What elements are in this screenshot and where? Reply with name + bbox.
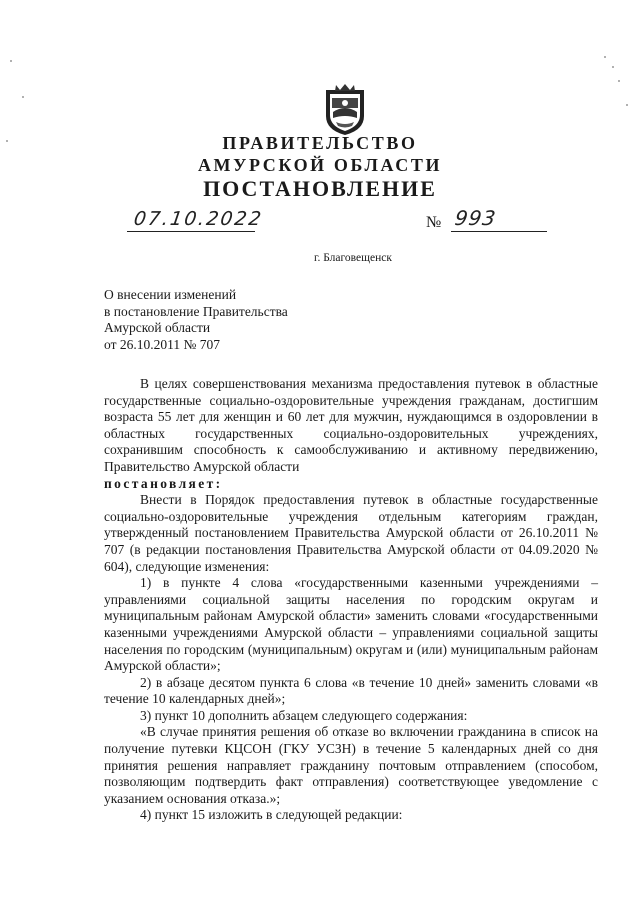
coat-of-arms-emblem <box>322 82 368 136</box>
document-subject <box>104 287 288 353</box>
decree-word-paragraph <box>104 476 598 493</box>
decree-word: постановляет: <box>104 475 223 491</box>
city-name: г. Благовещенск <box>314 252 392 264</box>
government-line-2: АМУРСКОЙ ОБЛАСТИ <box>197 155 443 175</box>
document-body <box>104 376 598 824</box>
amendment-item-1: 1) в пункте 4 слова «государственными казенными учреждениями – управлениями социальной защиты населения по городским округам и муниципальным районам Амурской области» заменить словами «государственными казенными учреждениями Амурской области – управлениями социальной защиты населения по городским (муниципальным) округам и (или) муниципальным районам Амурской области»; <box>104 575 598 674</box>
decree-number: 993 <box>453 206 498 230</box>
subject-line-3: Амурской области <box>104 320 211 335</box>
date-underline <box>127 231 255 232</box>
scan-speck <box>612 66 614 68</box>
subject-line-2: в постановление Правительства <box>104 303 288 319</box>
scan-speck <box>618 80 620 82</box>
amendment-item-3-quote: «В случае принятия решения об отказе во включении гражданина в список на получение путевки КЦСОН (ГКУ УСЗН) в течение 5 календарных дней со дня принятия решения направляет гражданину почтовым отправлением (способом, позволяющим подтвердить факт отправления) соответствующее уведомление с указанием основания отказа.»; <box>104 724 598 806</box>
scan-speck <box>10 60 12 62</box>
document-type-title: ПОСТАНОВЛЕНИЕ <box>203 176 437 201</box>
number-underline <box>451 231 547 232</box>
decree-date: 07.10.2022 <box>132 208 265 230</box>
number-label: № <box>426 214 442 231</box>
scan-speck <box>22 96 24 98</box>
government-line-1: ПРАВИТЕЛЬСТВО <box>222 133 418 153</box>
subject-line-1: О внесении изменений <box>104 287 237 302</box>
scan-speck <box>604 56 606 58</box>
amendment-item-3: 3) пункт 10 дополнить абзацем следующего содержания: <box>140 707 468 723</box>
scan-speck <box>6 140 8 142</box>
subject-line-4: от 26.10.2011 № 707 <box>104 336 220 352</box>
amendment-item-4: 4) пункт 15 изложить в следующей редакции: <box>140 807 403 823</box>
government-title <box>0 132 640 176</box>
scan-speck <box>626 104 628 106</box>
preamble-paragraph: В целях совершенствования механизма предоставления путевок в областные государственные социально-оздоровительные учреждения гражданам, достигшим возраста 55 лет для женщин и 60 лет для мужчин, нуждающимся в оздоровлении в областных государственных социально-оздоровительных учреждениях, сохранившим способность к самообслуживанию и активному передвижению, Правительство Амурской области <box>104 376 598 474</box>
intro-paragraph: Внести в Порядок предоставления путевок в областные государственные социально-оздоровительные учреждения отдельным категориям граждан, утвержденный постановлением Правительства Амурской области от 26.10.2011 № 707 (в редакции постановления Правительства Амурской области от 04.09.2020 № 604), следующие изменения: <box>104 492 598 574</box>
amendment-item-2: 2) в абзаце десятом пункта 6 слова «в течение 10 дней» заменить словами «в течение 10 календарных дней»; <box>104 674 598 707</box>
